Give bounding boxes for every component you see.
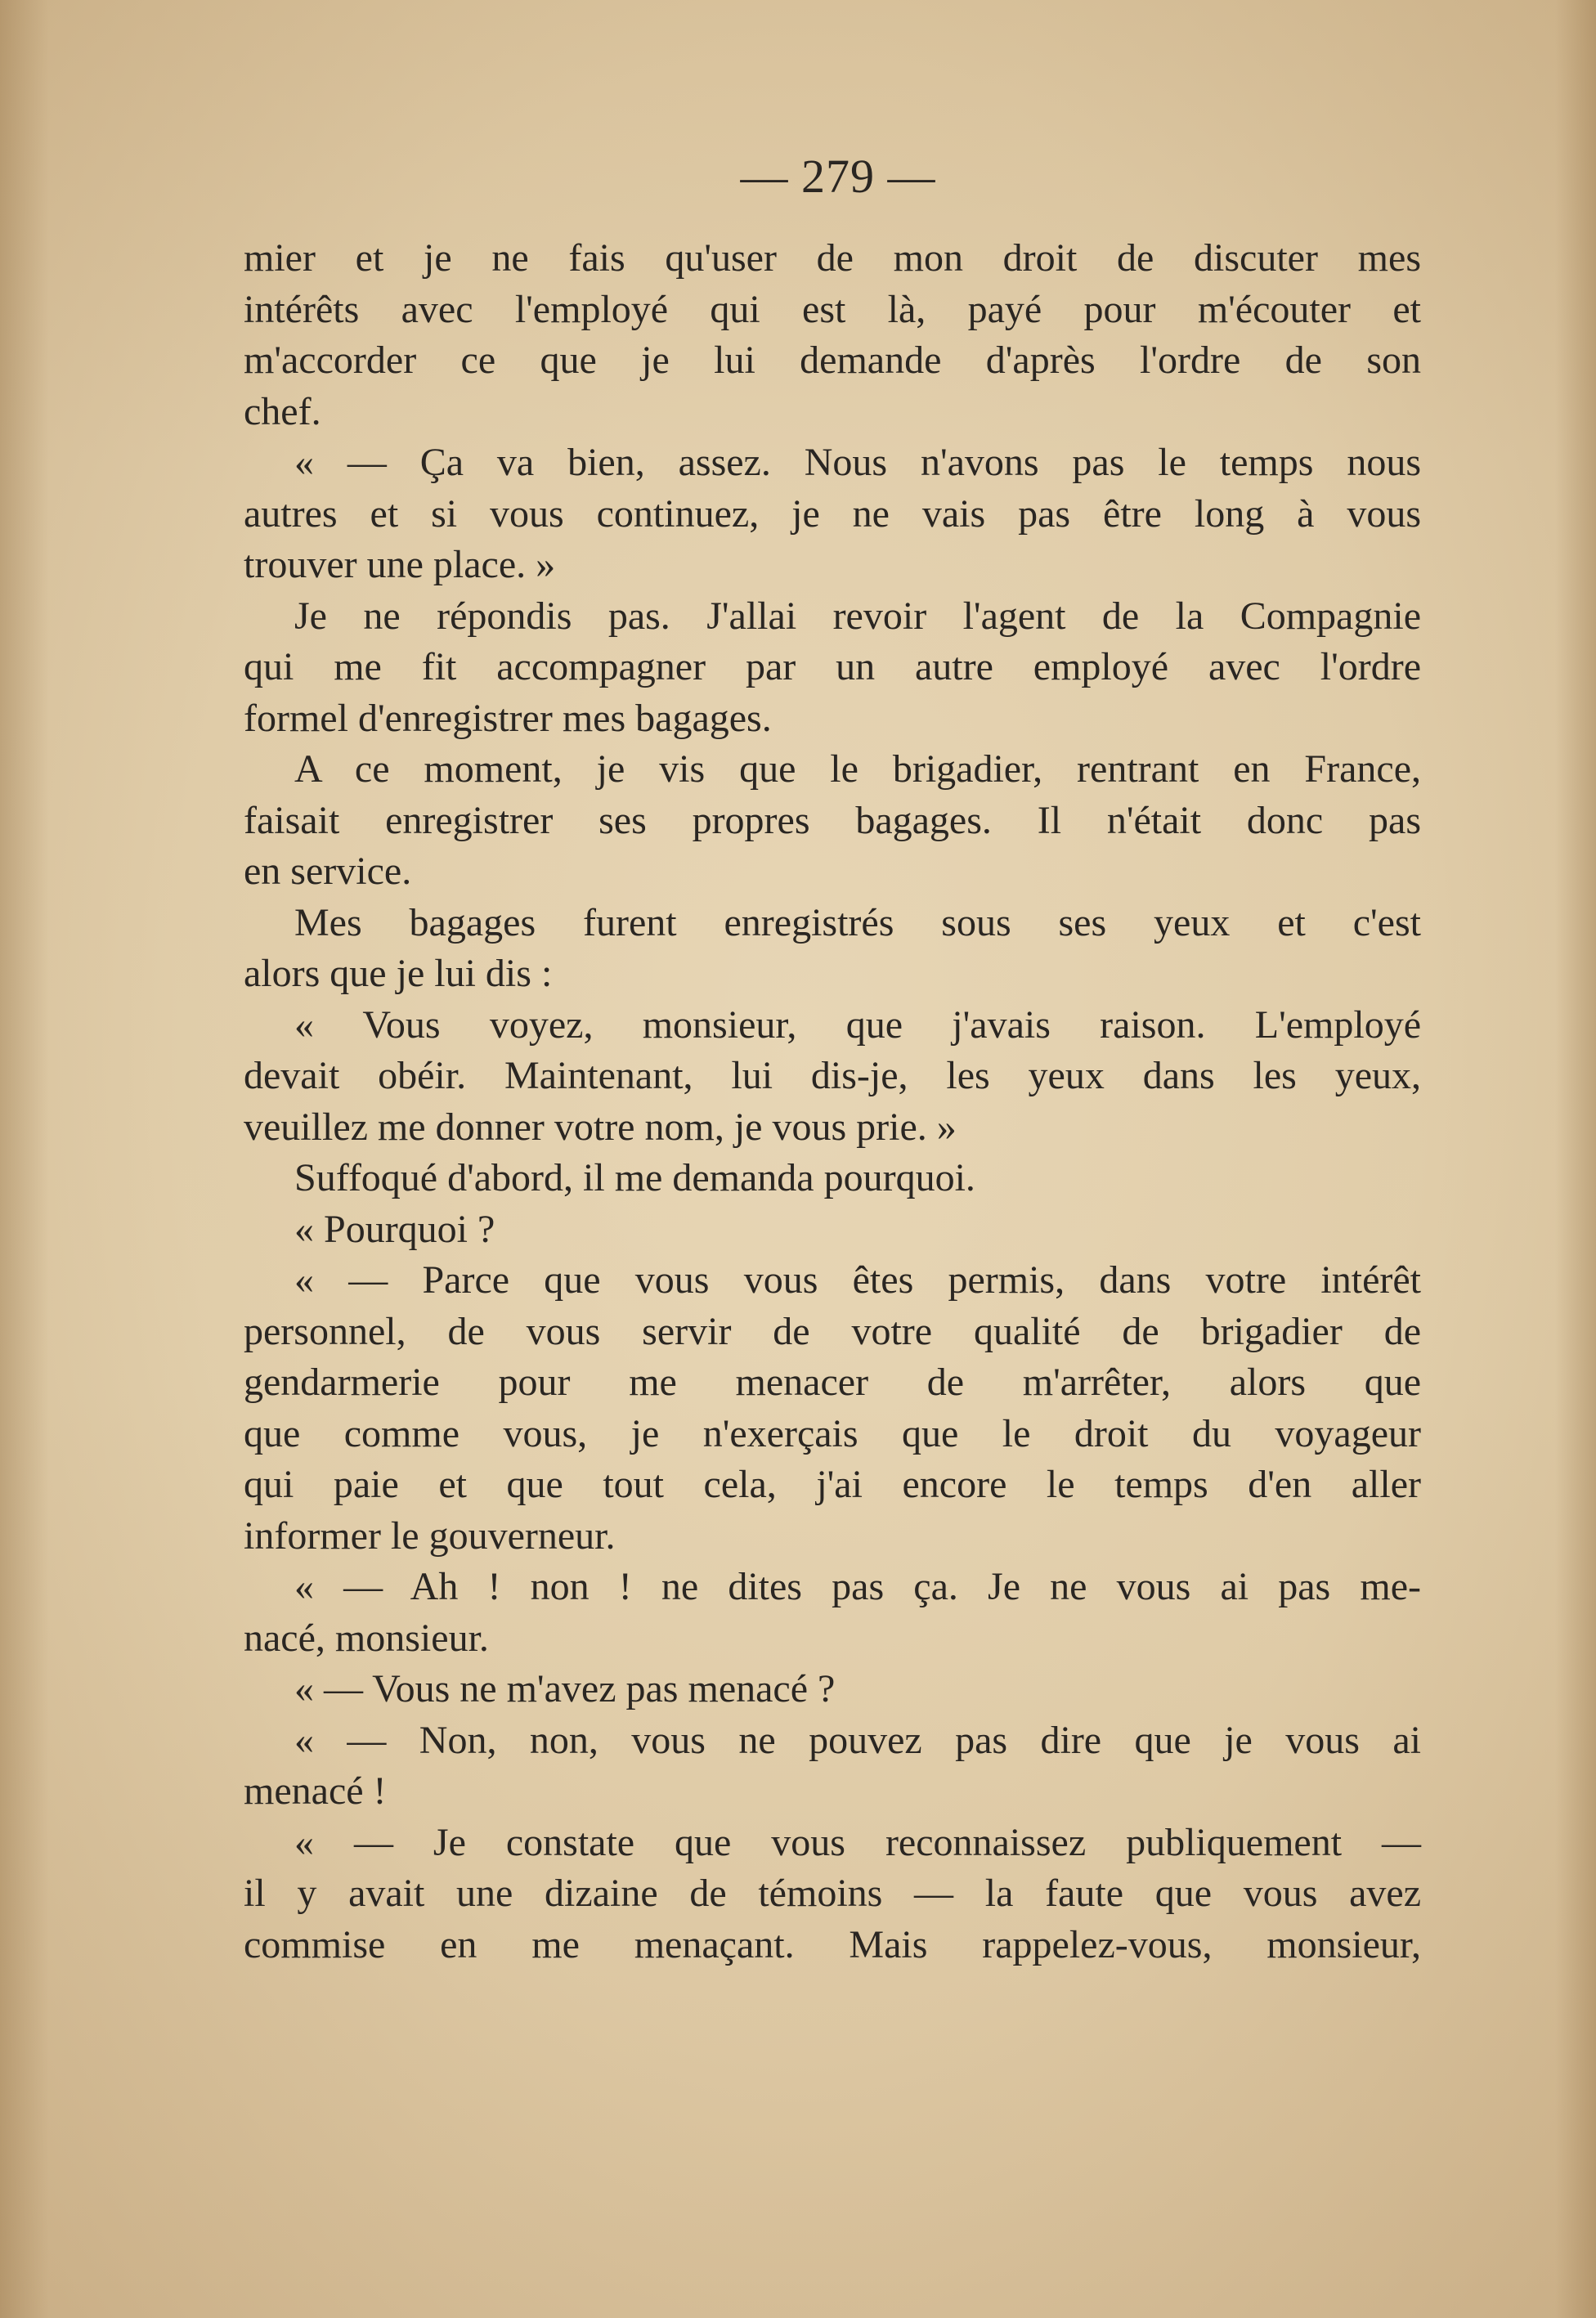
text-line: « — Vous ne m'avez pas menacé ? [294,1667,836,1710]
text-line: il y avait une dizaine de témoins — la faute que vous avez [244,1872,1421,1915]
text-line: informer le gouverneur. [244,1513,616,1558]
text-line: Je ne répondis pas. J'allai revoir l'agent de la Compagnie [294,594,1421,638]
text-line: que comme vous, je n'exerçais que le droit du voyageur [244,1411,1421,1455]
text-line: « Pourquoi ? [294,1207,495,1251]
text-line: alors que je lui dis : [244,952,553,995]
text-line: nacé, monsieur. [244,1616,489,1660]
page-edge-shadow-right [1555,0,1596,2318]
text-line: formel d'enregistrer mes bagages. [244,696,772,740]
body-text [244,233,1421,1971]
text-line: « — Non, non, vous ne pouvez pas dire que je vous ai [294,1718,1421,1762]
text-line: qui paie et que tout cela, j'ai encore le temps d'en aller [244,1463,1421,1506]
text-line: « — Ça va bien, assez. Nous n'avons pas le temps nous [294,441,1421,484]
text-line: « — Je constate que vous reconnaissez publiquement — [294,1820,1421,1864]
text-line: « Vous voyez, monsieur, que j'avais raison. L'employé [294,1002,1421,1047]
text-line: faisait enregistrer ses propres bagages. Il n'était donc pas [244,798,1421,842]
page-number: — 279 — [740,150,936,203]
text-line: menacé ! [244,1769,387,1813]
text-line: trouver une place. » [244,543,556,586]
page-edge-shadow-left [0,0,49,2318]
text-line: mier et je ne fais qu'user de mon droit de discuter mes [244,236,1421,280]
text-line: Mes bagages furent enregistrés sous ses yeux et c'est [294,900,1421,944]
text-line: gendarmerie pour me menacer de m'arrêter, alors que [244,1361,1421,1404]
text-line: en service. [244,850,412,893]
text-line: autres et si vous continuez, je ne vais pas être long à vous [244,491,1421,536]
text-line: Suffoqué d'abord, il me demanda pourquoi. [294,1156,975,1199]
text-line: intérêts avec l'employé qui est là, payé pour m'écouter et [244,287,1421,331]
text-line: « — Ah ! non ! ne dites pas ça. Je ne vous ai pas me- [294,1565,1421,1608]
text-line: m'accorder ce que je lui demande d'après l'ordre de son [244,339,1421,382]
text-line: qui me fit accompagner par un autre employé avec l'ordre [244,645,1421,688]
text-line: veuillez me donner votre nom, je vous prie. » [244,1105,957,1149]
text-line: personnel, de vous servir de votre qualité de brigadier de [244,1309,1421,1353]
text-line: « — Parce que vous vous êtes permis, dans votre intérêt [294,1258,1421,1302]
text-line: commise en me menaçant. Mais rappelez-vous, monsieur, [244,1922,1421,1966]
text-line: A ce moment, je vis que le brigadier, rentrant en France, [294,747,1421,791]
text-line: devait obéir. Maintenant, lui dis-je, les yeux dans les yeux, [244,1054,1421,1097]
text-line: chef. [244,389,321,433]
